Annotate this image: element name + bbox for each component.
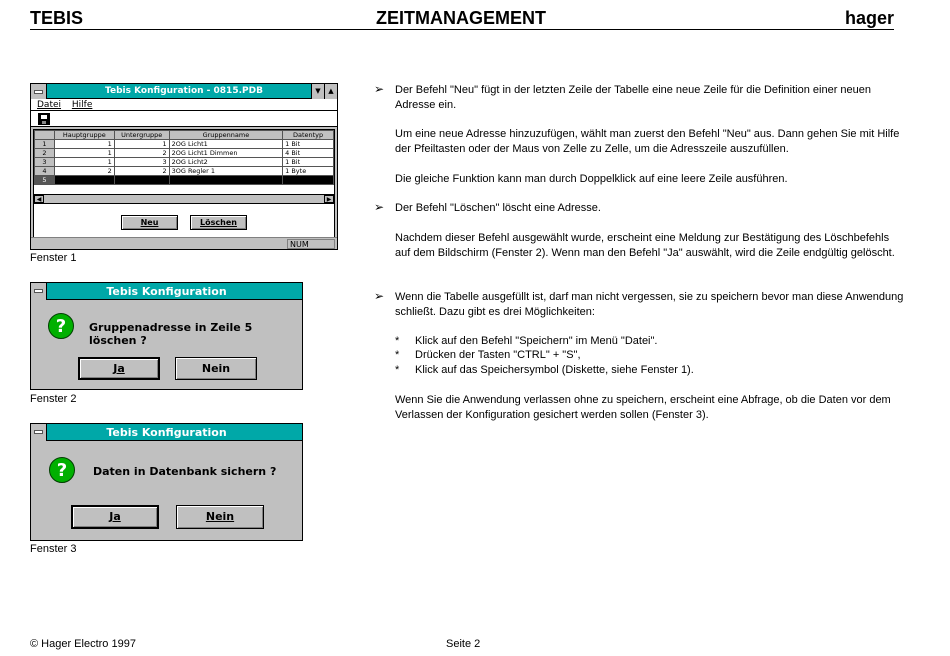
row-number[interactable]: 4 [35,167,55,176]
caption-fenster-1: Fenster 1 [30,252,77,264]
row-number[interactable]: 2 [35,149,55,158]
list-item: Klick auf das Speichersymbol (Diskette, siehe Fenster 1). [415,364,694,376]
paragraph-loeschen: Der Befehl "Löschen" löscht eine Adresse. [395,202,601,214]
footer-page: Seite 2 [446,638,481,650]
cell-hauptgruppe[interactable]: 2 [54,167,114,176]
paragraph-loeschen-detail: Nachdem dieser Befehl ausgewählt wurde, erscheint eine Meldung zur Bestätigung des Löschbefehls auf dem Bildschirm (Fenster 2). Wenn man den Befehl "Ja" auswählt, wird die Zeile endgültig gelöscht. [395,232,895,259]
config-window [30,83,338,250]
col-header[interactable]: Untergruppe [114,131,169,140]
dialog-message: Gruppenadresse in Zeile 5 löschen ? [89,321,253,347]
no-button[interactable] [175,357,257,380]
col-header[interactable]: Hauptgruppe [54,131,114,140]
caption-fenster-2: Fenster 2 [30,393,77,405]
star-bullet: * [395,349,400,361]
table-row[interactable] [35,167,334,176]
cell-datentyp[interactable]: 1 Bit [283,140,334,149]
header-left: TEBIS [30,8,84,28]
dialog-title: Tebis Konfiguration [106,285,227,298]
window-titlebar[interactable] [31,84,337,99]
cell-datentyp[interactable]: 4 Bit [283,149,334,158]
arrow-bullet-icon: ➢ [374,200,385,214]
table-row[interactable] [35,140,334,149]
no-button[interactable] [176,505,264,529]
paragraph-verlassen: Wenn Sie die Anwendung verlassen ohne zu speichern, erscheint eine Abfrage, ob die Daten vor dem Verlassen der Konfiguration gesichert werden sollen (Fenster 3). [395,394,891,421]
menubar [31,99,337,111]
maximize-icon[interactable]: ▲ [324,84,337,99]
arrow-bullet-icon: ➢ [374,82,385,96]
system-menu-icon[interactable] [31,424,47,441]
cell-gruppenname[interactable]: 2OG Licht1 [169,140,283,149]
scroll-right-icon[interactable]: ▶ [324,195,334,203]
cell-gruppenname[interactable]: 2OG Licht1 Dimmen [169,149,283,158]
arrow-bullet-icon: ➢ [374,289,385,303]
yes-button-label: Ja [109,510,121,523]
dialog-titlebar[interactable] [31,424,302,441]
row-number[interactable]: 5 [35,176,55,185]
table-row-selected[interactable] [35,176,334,185]
cell-datentyp[interactable]: 1 Byte [283,167,334,176]
system-menu-icon[interactable] [31,84,47,99]
scroll-left-icon[interactable]: ◀ [34,195,44,203]
delete-button-label: Löschen [200,218,237,227]
header-rule [30,29,894,30]
row-number[interactable]: 3 [35,158,55,167]
header-brand: hager [844,8,894,28]
cell-untergruppe[interactable] [114,176,169,185]
system-menu-icon[interactable] [31,283,47,300]
paragraph-neu-detail: Um eine neue Adresse hinzuzufügen, wählt man zuerst den Befehl "Neu" aus. Dann gehen Sie mit Hilfe der Pfeiltasten oder der Maus von Zelle zu Zelle, um die Adresszeile auszufüllen. [395,128,900,155]
paragraph-speichern: Wenn die Tabelle ausgefüllt ist, darf man nicht vergessen, sie zu speichern bevor man diese Anwendung schließt. Dazu gibt es drei Möglichkeiten: [395,291,904,318]
question-icon: ? [49,457,75,483]
footer-copyright: © Hager Electro 1997 [30,638,136,650]
star-bullet: * [395,364,400,376]
new-button[interactable] [121,215,178,230]
paragraph-doppelklick: Die gleiche Funktion kann man durch Doppelklick auf eine leere Zeile ausführen. [395,173,788,185]
list-item: Klick auf den Befehl "Speichern" im Menü "Datei". [415,335,658,347]
no-button-label: Nein [205,510,235,523]
col-header[interactable]: Gruppenname [169,131,283,140]
row-number[interactable]: 1 [35,140,55,149]
menu-hilfe[interactable]: Hilfe [71,100,93,110]
table-header-row [35,131,334,140]
yes-button[interactable] [78,357,160,380]
table-row[interactable] [35,158,334,167]
horizontal-scrollbar[interactable] [33,194,335,204]
cell-untergruppe[interactable]: 1 [114,140,169,149]
cell-hauptgruppe[interactable] [54,176,114,185]
save-disk-icon[interactable] [38,113,50,125]
menu-datei[interactable]: Datei [37,100,62,110]
delete-button[interactable] [190,215,247,230]
address-table [33,129,335,239]
save-confirm-dialog [30,423,303,541]
cell-datentyp[interactable]: 1 Bit [283,158,334,167]
no-button-label: Nein [201,362,231,375]
col-header[interactable]: Datentyp [283,131,334,140]
toolbar [31,111,337,127]
status-bar [31,237,337,249]
delete-confirm-dialog [30,282,303,390]
cell-untergruppe[interactable]: 2 [114,167,169,176]
window-title: Tebis Konfiguration - 0815.PDB [105,86,263,96]
dialog-title: Tebis Konfiguration [106,426,227,439]
cell-datentyp[interactable] [283,176,334,185]
corner-cell [35,131,55,140]
dialog-message: Daten in Datenbank sichern ? [93,465,277,478]
new-button-label: Neu [140,218,159,227]
paragraph-neu: Der Befehl "Neu" fügt in der letzten Zeile der Tabelle eine neue Zeile für die Definition einer neuen Adresse ein. [395,84,872,111]
yes-button-label: Ja [113,362,125,375]
star-bullet: * [395,335,400,347]
cell-gruppenname[interactable]: 3OG Regler 1 [169,167,283,176]
num-lock-indicator: NUM [287,239,335,249]
cell-untergruppe[interactable]: 3 [114,158,169,167]
yes-button[interactable] [71,505,159,529]
minimize-icon[interactable]: ▼ [311,84,324,99]
cell-hauptgruppe[interactable]: 1 [54,149,114,158]
cell-untergruppe[interactable]: 2 [114,149,169,158]
cell-hauptgruppe[interactable]: 1 [54,158,114,167]
header-title: ZEITMANAGEMENT [376,8,546,28]
cell-gruppenname[interactable] [169,176,283,185]
table-row[interactable] [35,149,334,158]
dialog-titlebar[interactable] [31,283,302,300]
cell-hauptgruppe[interactable]: 1 [54,140,114,149]
cell-gruppenname[interactable]: 2OG Licht2 [169,158,283,167]
caption-fenster-3: Fenster 3 [30,543,77,555]
list-item: Drücken der Tasten "CTRL" + "S", [415,349,581,361]
question-icon: ? [48,313,74,339]
